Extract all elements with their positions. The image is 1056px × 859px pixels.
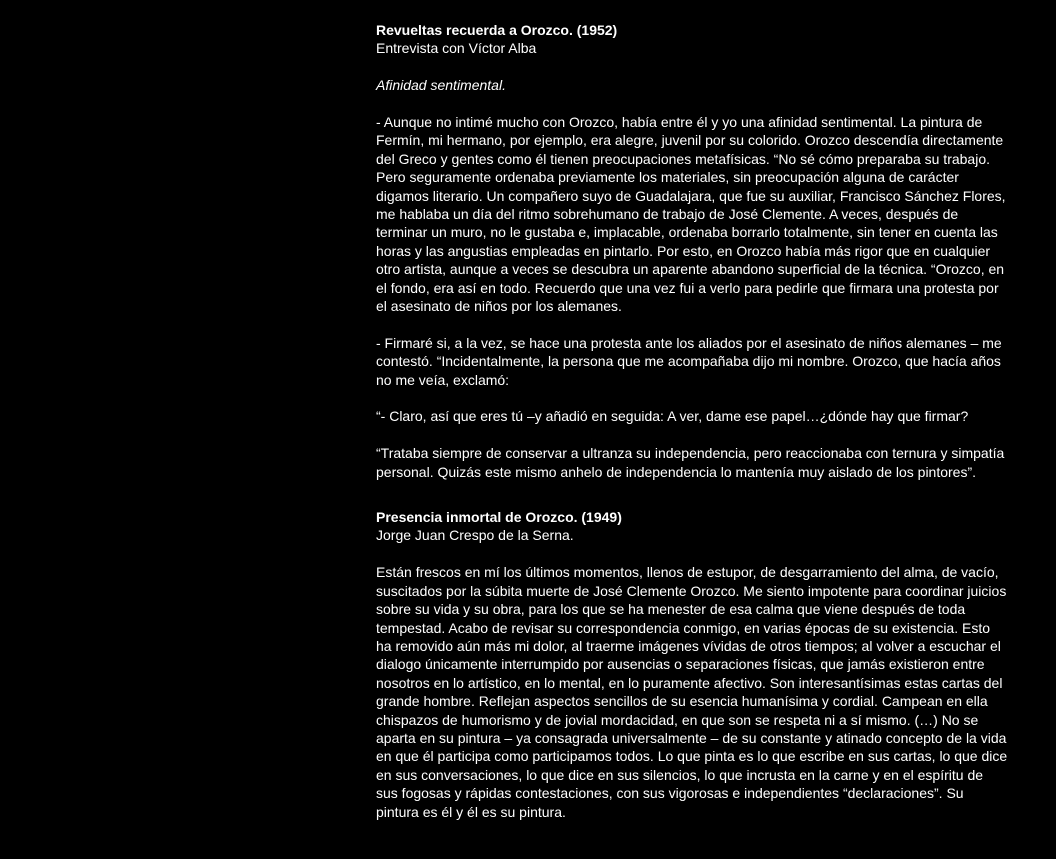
section-title: Presencia inmortal de Orozco. (1949): [376, 509, 622, 526]
section-subtitle: Afinidad sentimental.: [376, 77, 506, 94]
section-title: Revueltas recuerda a Orozco. (1952): [376, 22, 618, 38]
section-byline: Jorge Juan Crespo de la Serna.: [376, 527, 574, 544]
document-body: [376, 21, 1044, 821]
paragraph: - Aunque no intimé mucho con Orozco, había entre él y yo una afinidad sentimental. La pintura de Fermín, mi hermano, por ejemplo, era alegre, juvenil por su colorido. Orozco descendía directamente del Greco y gentes como él tienen preocupaciones metafísicas. “No sé cómo preparaba su trabajo. Pero seguramente ordenaba previamente los materiales, sin preocupación alguna de carácter digamos literario. Un compañero suyo de Guadalajara, que fue su auxiliar, Francisco Sánchez Flores, me hablaba un día del ritmo sobrehumano de trabajo de José Clemente. A veces, después de terminar un muro, no le gustaba e, implacable, ordenaba borrarlo totalmente, sin tener en cuenta las horas y las angustias empleadas en pintarlo. Por esto, en Orozco había más rigor que en cualquier otro artista, aunque a veces se descubra un aparente abandono superficial de la técnica. “Orozco, en el fondo, era así en todo. Recuerdo que una vez fui a verlo para pedirle que firmara una protesta por el asesinato de niños por los alemanes.: [376, 114, 1006, 315]
section-revueltas: [376, 21, 1044, 481]
paragraph: - Firmaré si, a la vez, se hace una protesta ante los aliados por el asesinato de niños alemanes – me contestó. “Incidentalmente, la persona que me acompañaba dijo mi nombre. Orozco, que hacía años no me veía, exclamó:: [376, 334, 1002, 388]
section-byline: Entrevista con Víctor Alba: [376, 40, 537, 57]
paragraph: Están frescos en mí los últimos momentos, llenos de estupor, de desgarramiento del alma, de vacío, suscitados por la súbita muerte de José Clemente Orozco. Me siento impotente para coordinar juicios sobre su vida y su obra, para los que se ha menester de esa calma que viene después de toda tempestad. Acabo de revisar su correspondencia conmigo, en varias épocas de su existencia. Esto ha removido aún más mi dolor, al traerme imágenes vívidas de otros tiempos; al volver a escuchar el dialogo únicamente interrumpido por ausencias o separaciones físicas, que jamás existieron entre nosotros en lo artístico, en lo mental, en lo puramente afectivo. Son interesantísimas estas cartas del grande hombre. Reflejan aspectos sencillos de su esencia humanísima y cordial. Campean en ella chispazos de humorismo y de jovial mordacidad, en que son se respeta ni a sí mismo. (…) No se aparta en su pintura – ya consagrada universalmente – de su constante y atinado concepto de la vida en que él participa como participamos todos. Lo que pinta es lo que escribe en sus cartas, lo que dice en sus conversaciones, lo que dice en sus silencios, lo que incrusta en la carne y en el espíritu de sus fogosas y rápidas contestaciones, con sus vigorosas e independientes “declaraciones”. Su pintura es él y él es su pintura.: [376, 564, 1008, 820]
paragraph: “- Claro, así que eres tú –y añadió en seguida: A ver, dame ese papel…¿dónde hay que firmar?: [376, 408, 969, 425]
paragraph: “Trataba siempre de conservar a ultranza su independencia, pero reaccionaba con ternura y simpatía personal. Quizás este mismo anhelo de independencia lo mantenía muy aislado de los pintores”.: [376, 445, 1005, 480]
section-crespo: [376, 508, 1044, 821]
